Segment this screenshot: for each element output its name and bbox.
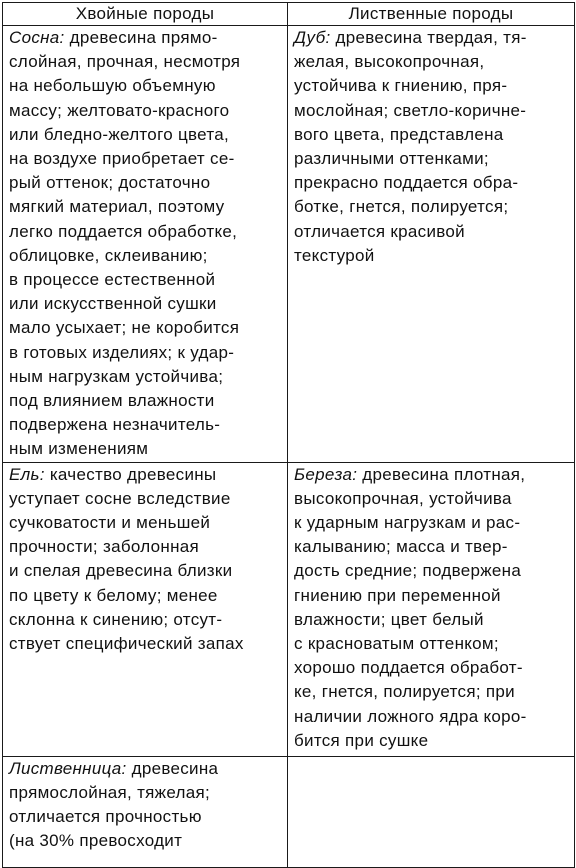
text-line: склонна к синению; отсут- bbox=[9, 609, 223, 629]
text-line: бится при сушке bbox=[294, 730, 429, 750]
text-line: в процессе естественной bbox=[9, 270, 216, 290]
text-line: мягкий материал, поэтому bbox=[9, 197, 225, 217]
text-segment: древесина плотная, bbox=[357, 464, 526, 484]
text-line: гниению при переменной bbox=[294, 585, 501, 605]
text-line: дость средние; подвержена bbox=[294, 561, 522, 581]
text-line: высокопрочная, устойчива bbox=[294, 488, 512, 508]
text-line: слойная, прочная, несмотря bbox=[9, 52, 241, 72]
text-line: ным нагрузкам устойчива; bbox=[9, 366, 224, 386]
text-line: подвержена незначитель- bbox=[9, 415, 221, 435]
text-line: к ударным нагрузкам и рас- bbox=[294, 513, 521, 533]
text-line: ботке, гнется, полируется; bbox=[294, 197, 509, 217]
text-line: рый оттенок; достаточно bbox=[9, 173, 211, 193]
text-line: сучковатости и меньшей bbox=[9, 513, 211, 533]
text-line: с красноватым оттенком; bbox=[294, 634, 499, 654]
species-name-pine: Сосна: bbox=[9, 28, 65, 47]
text-line: или искусственной сушки bbox=[9, 294, 217, 314]
text-line: на небольшую объемную bbox=[9, 76, 216, 96]
table-row bbox=[3, 462, 575, 756]
text-line: или бледно-желтого цвета, bbox=[9, 124, 230, 144]
text-line: массу; желтовато-красного bbox=[9, 100, 230, 120]
text-line: прямослойная, тяжелая; bbox=[9, 782, 211, 802]
document-page bbox=[2, 2, 574, 868]
species-name-larch: Лиственница: bbox=[9, 758, 127, 778]
cell-spruce bbox=[3, 462, 288, 756]
cell-birch bbox=[288, 462, 575, 756]
text-line: отличается красивой bbox=[294, 221, 465, 241]
text-line: ствует специфический запах bbox=[9, 634, 244, 654]
text-line: различными оттенками; bbox=[294, 149, 489, 169]
text-line: хорошо поддается обработ- bbox=[294, 658, 523, 678]
text-line: уступает сосне вследствие bbox=[9, 488, 231, 508]
table-header-row bbox=[3, 3, 575, 26]
text-line: наличии ложного ядра коро- bbox=[294, 706, 527, 726]
header-deciduous: Лиственные породы bbox=[288, 3, 575, 26]
wood-species-table bbox=[2, 2, 575, 868]
text-line: легко поддается обработке, bbox=[9, 221, 238, 241]
text-line: калыванию; масса и твер- bbox=[294, 537, 508, 557]
text-line: устойчива к гниению, пря- bbox=[294, 76, 508, 96]
text-line: мослойная; светло-коричне- bbox=[294, 100, 527, 120]
text-line bbox=[9, 757, 281, 781]
text-line: по цвету к белому; менее bbox=[9, 585, 218, 605]
text-line: облицовке, склеиванию; bbox=[9, 245, 208, 265]
cell-pine bbox=[3, 26, 288, 463]
text-line: (на 30% превосходит bbox=[9, 831, 183, 851]
cell-empty bbox=[288, 756, 575, 867]
cell-oak bbox=[288, 26, 575, 463]
text-line: на воздухе приобретает се- bbox=[9, 149, 235, 169]
text-segment: древесина прямо- bbox=[64, 28, 218, 47]
text-line: вого цвета, представлена bbox=[294, 124, 504, 144]
text-line: ным изменениям bbox=[9, 439, 149, 459]
text-segment: древесина твердая, тя- bbox=[330, 28, 527, 47]
text-line: под влиянием влажности bbox=[9, 391, 215, 411]
text-line: текстурой bbox=[294, 245, 375, 265]
species-name-spruce: Ель: bbox=[9, 464, 45, 484]
text-line: прочности; заболонная bbox=[9, 537, 200, 557]
text-segment: качество древесины bbox=[44, 464, 217, 484]
species-name-birch: Береза: bbox=[294, 464, 358, 484]
species-name-oak: Дуб: bbox=[294, 28, 331, 47]
text-line: и спелая древесина близки bbox=[9, 561, 233, 581]
text-line: мало усыхает; не коробится bbox=[9, 318, 240, 338]
cell-larch bbox=[3, 756, 288, 867]
header-conifers: Хвойные породы bbox=[3, 3, 288, 26]
text-line: желая, высокопрочная, bbox=[294, 52, 485, 72]
text-line bbox=[9, 26, 281, 50]
text-line: влажности; цвет белый bbox=[294, 609, 484, 629]
text-line: прекрасно поддается обра- bbox=[294, 173, 519, 193]
table-row bbox=[3, 756, 575, 867]
text-line bbox=[9, 463, 281, 487]
text-line: в готовых изделиях; к удар- bbox=[9, 342, 235, 362]
text-segment: древесина bbox=[126, 758, 219, 778]
text-line bbox=[294, 463, 568, 487]
text-line: ке, гнется, полируется; при bbox=[294, 682, 515, 702]
text-line bbox=[294, 26, 568, 50]
text-line: отличается прочностью bbox=[9, 807, 202, 827]
table-row bbox=[3, 26, 575, 463]
